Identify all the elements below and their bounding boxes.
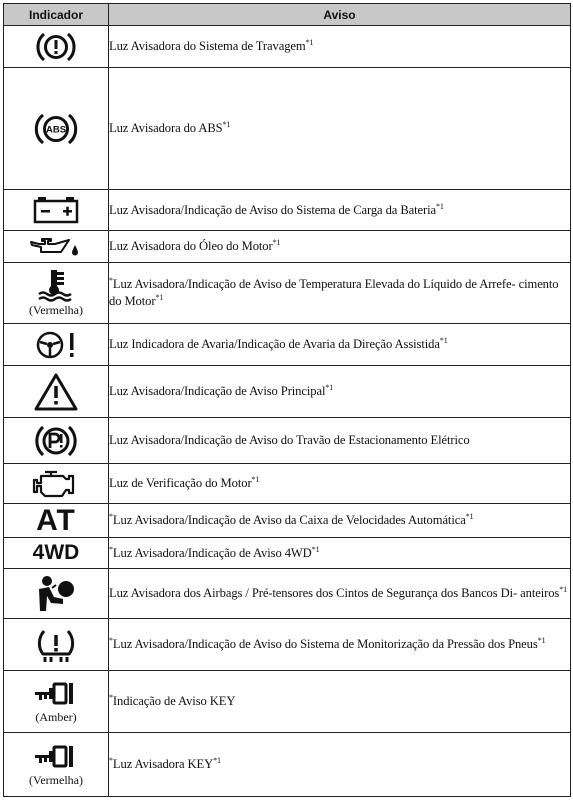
parking-brake-icon bbox=[34, 422, 78, 460]
svg-text:ABS: ABS bbox=[45, 124, 67, 135]
header-indicador: Indicador bbox=[4, 4, 109, 26]
master-warning-triangle-icon bbox=[33, 372, 79, 412]
description-text: Luz Avisadora do Óleo do Motor bbox=[109, 239, 273, 253]
indicator-cell bbox=[4, 619, 109, 671]
description-text: Luz Avisadora/Indicação de Aviso 4WD bbox=[112, 545, 312, 560]
airbag-icon bbox=[34, 575, 78, 613]
warning-description bbox=[109, 263, 571, 324]
key-icon bbox=[33, 742, 79, 772]
indicator-cell bbox=[4, 68, 109, 190]
indicator-cell bbox=[4, 538, 109, 569]
table-row bbox=[4, 26, 571, 68]
table-row bbox=[4, 231, 571, 263]
warning-description bbox=[109, 26, 571, 68]
footnote-mark: *1 bbox=[537, 635, 546, 645]
table-row bbox=[4, 464, 571, 504]
warning-description bbox=[109, 231, 571, 263]
footnote-mark: *1 bbox=[559, 584, 568, 594]
table-row bbox=[4, 366, 571, 418]
warning-description bbox=[109, 190, 571, 231]
table-row bbox=[4, 324, 571, 366]
at-text-icon: AT bbox=[36, 503, 76, 537]
description-text: Luz Avisadora/Indicação de Aviso do Sistema de Carga da Bateria bbox=[109, 202, 436, 217]
4wd-text-icon: 4WD bbox=[32, 541, 80, 564]
warning-description bbox=[109, 733, 571, 797]
warning-description bbox=[109, 366, 571, 418]
description-text: Luz Indicadora de Avaria/Indicação de Avaria da Direção Assistida bbox=[109, 337, 440, 351]
prefix-mark: * bbox=[109, 692, 113, 702]
key-icon bbox=[33, 679, 79, 709]
footnote-mark: *1 bbox=[251, 474, 260, 484]
description-text: Luz Avisadora KEY bbox=[112, 757, 214, 771]
indicator-cell bbox=[4, 231, 109, 263]
table-row bbox=[4, 619, 571, 671]
description-text: Luz Avisadora/Indicação de Aviso do Sistema de Monitorização da Pressão dos Pneus bbox=[112, 637, 538, 651]
table-row bbox=[4, 263, 571, 324]
warning-description bbox=[109, 671, 571, 733]
description-text: Indicação de Aviso KEY bbox=[112, 694, 236, 708]
warning-description bbox=[109, 504, 571, 538]
warning-description bbox=[109, 324, 571, 366]
check-engine-icon bbox=[31, 469, 81, 499]
warning-description bbox=[109, 569, 571, 619]
color-label: (Vermelha) bbox=[29, 772, 83, 787]
prefix-mark: * bbox=[109, 275, 113, 285]
indicator-cell bbox=[4, 569, 109, 619]
table-header-row bbox=[4, 4, 571, 26]
table-row bbox=[4, 190, 571, 231]
warning-description bbox=[109, 619, 571, 671]
indicator-cell bbox=[4, 418, 109, 464]
indicator-cell bbox=[4, 504, 109, 538]
description-text: Luz Avisadora do ABS bbox=[109, 121, 223, 135]
warning-description bbox=[109, 464, 571, 504]
footnote-mark: *1 bbox=[465, 511, 474, 521]
color-label: (Amber) bbox=[35, 709, 77, 724]
color-label: (Vermelha) bbox=[29, 303, 83, 317]
abs-warning-icon bbox=[34, 111, 78, 147]
table-row bbox=[4, 504, 571, 538]
indicator-cell bbox=[4, 190, 109, 231]
description-text: Luz Avisadora/Indicação de Aviso Principal bbox=[109, 384, 326, 398]
footnote-mark: *1 bbox=[305, 37, 314, 47]
table-row bbox=[4, 671, 571, 733]
brake-warning-icon bbox=[36, 30, 76, 64]
table-row bbox=[4, 733, 571, 797]
footnote-mark: *1 bbox=[435, 201, 444, 211]
warning-lights-table bbox=[3, 3, 571, 797]
footnote-mark: *1 bbox=[213, 755, 221, 765]
description-text: Luz de Verificação do Motor bbox=[109, 476, 252, 490]
footnote-mark: *1 bbox=[311, 544, 320, 554]
power-steering-icon bbox=[33, 329, 79, 361]
description-text: Luz Avisadora/Indicação de Aviso do Travão de Estacionamento Elétrico bbox=[109, 433, 470, 447]
indicator-cell bbox=[4, 464, 109, 504]
indicator-cell bbox=[4, 26, 109, 68]
description-text: Luz Avisadora dos Airbags / Pré-tensores dos Cintos de Segurança dos Bancos Di- anteiros bbox=[109, 586, 560, 600]
indicator-cell bbox=[4, 733, 109, 797]
prefix-mark: * bbox=[109, 511, 113, 521]
coolant-temperature-icon bbox=[36, 268, 76, 302]
prefix-mark: * bbox=[109, 635, 113, 645]
description-text: Luz Avisadora/Indicação de Aviso da Caixa de Velocidades Automática bbox=[112, 513, 466, 527]
tire-pressure-icon bbox=[34, 626, 78, 664]
footnote-mark: *1 bbox=[325, 382, 334, 392]
indicator-cell bbox=[4, 671, 109, 733]
table-row bbox=[4, 569, 571, 619]
table-row bbox=[4, 538, 571, 569]
footnote-mark: *1 bbox=[155, 292, 164, 302]
footnote-mark: *1 bbox=[222, 119, 231, 129]
description-text: Luz Avisadora do Sistema de Travagem bbox=[109, 39, 306, 53]
header-aviso: Aviso bbox=[109, 4, 571, 26]
warning-description bbox=[109, 68, 571, 190]
prefix-mark: * bbox=[109, 755, 113, 765]
prefix-mark: * bbox=[109, 544, 113, 554]
warning-description bbox=[109, 418, 571, 464]
indicator-cell bbox=[4, 263, 109, 324]
footnote-mark: *1 bbox=[439, 335, 448, 345]
indicator-cell bbox=[4, 324, 109, 366]
indicator-cell bbox=[4, 366, 109, 418]
description-text: Luz Avisadora/Indicação de Aviso de Temperatura Elevada do Líquido de Arrefe- cimento do Motor bbox=[109, 277, 559, 308]
table-row bbox=[4, 68, 571, 190]
table-row bbox=[4, 418, 571, 464]
battery-icon bbox=[32, 195, 80, 225]
warning-description bbox=[109, 538, 571, 569]
oil-can-icon bbox=[29, 236, 83, 258]
footnote-mark: *1 bbox=[272, 237, 281, 247]
